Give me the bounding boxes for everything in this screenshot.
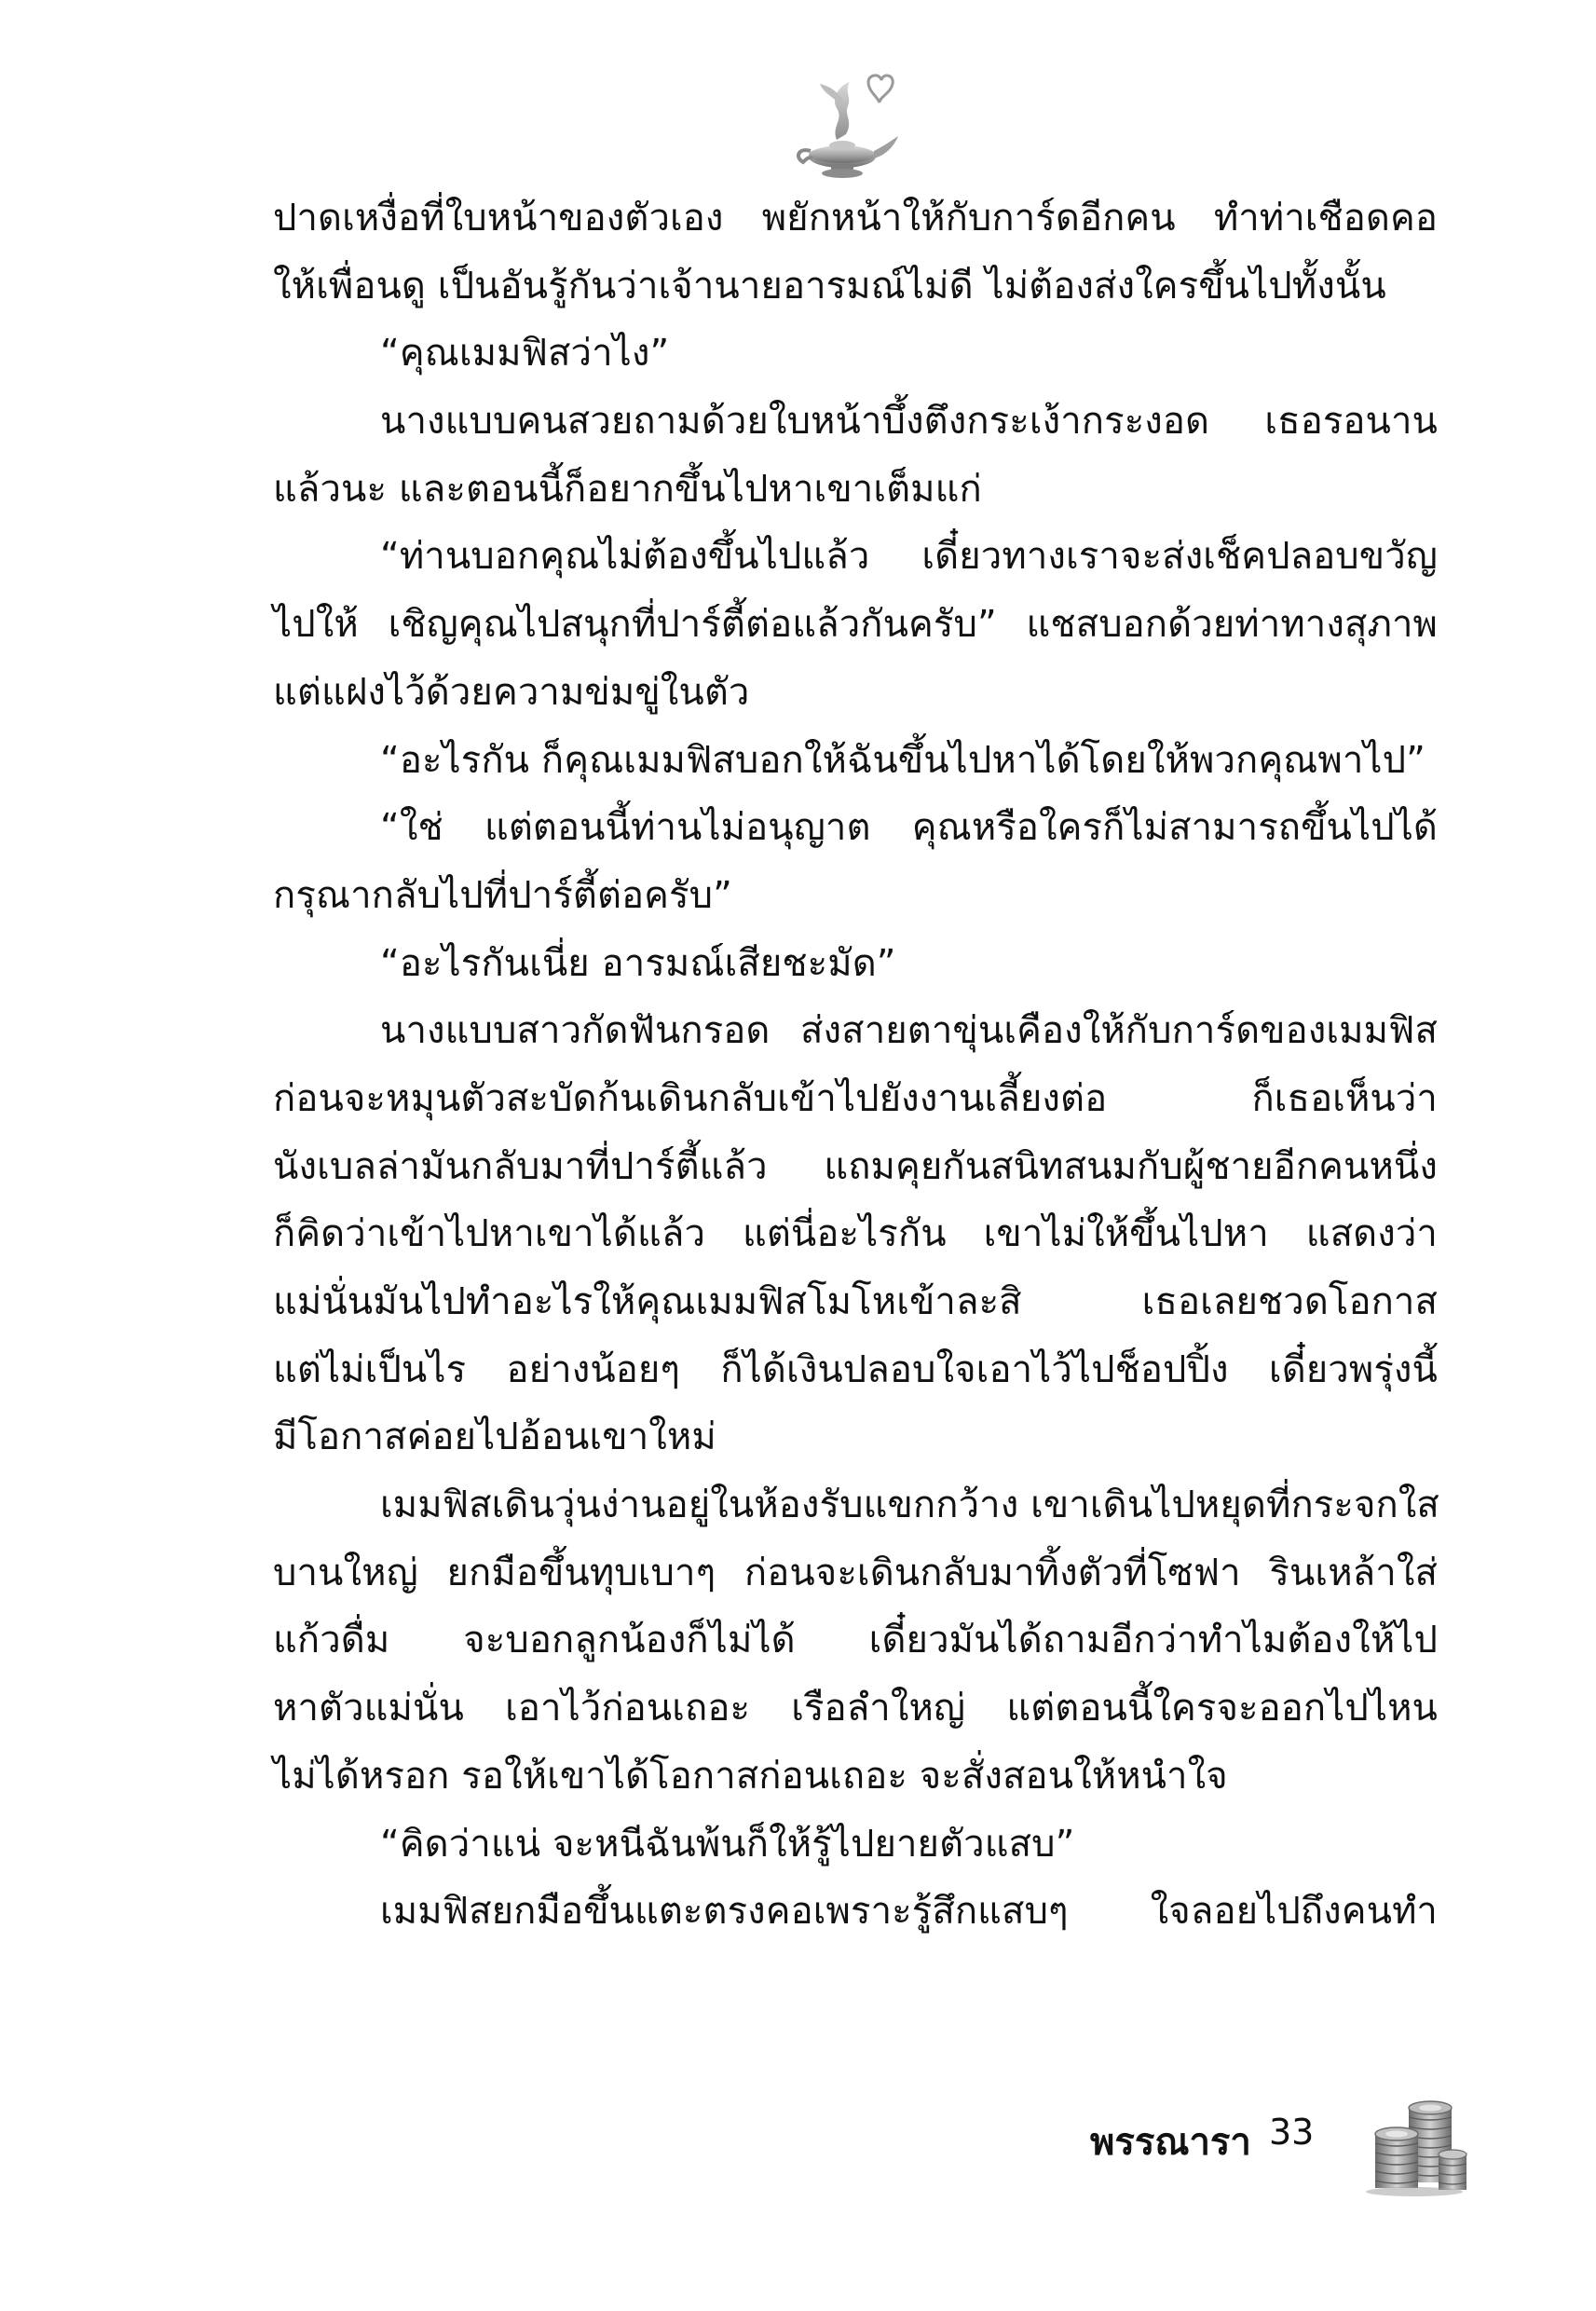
text-line: “อะไรกันเนี่ย อารมณ์เสียชะมัด”: [380, 941, 896, 985]
paragraph: [273, 794, 1438, 929]
page-footer: [1062, 2087, 1453, 2199]
text-line: ให้เพื่อนดู เป็นอันรู้กันว่าเจ้านายอารมณ์ไม่ดี ไม่ต้องส่งใครขึ้นไปทั้งนั้น: [273, 264, 1386, 308]
text-line: “คิดว่าแน่ จะหนีฉันพ้นก็ให้รู้ไปยายตัวแสบ”: [380, 1822, 1075, 1866]
text-line: นางแบบสาวกัดฟันกรอด ส่งสายตาขุ่นเคืองให้กับการ์ดของเมมฟิส: [380, 1009, 1438, 1053]
poker-chips-icon: [1358, 2087, 1470, 2199]
text-line: มีโอกาสค่อยไปอ้อนเขาใหม่: [273, 1415, 716, 1459]
text-line: “อะไรกัน ก็คุณเมมฟิสบอกให้ฉันขึ้นไปหาได้โดยให้พวกคุณพาไป”: [380, 738, 1425, 782]
paragraph: [273, 1471, 1438, 1810]
text-line: ก่อนจะหมุนตัวสะบัดก้นเดินกลับเข้าไปยังงานเลี้ยงต่อ ก็เธอเห็นว่า: [273, 1076, 1438, 1120]
paragraph: [273, 997, 1438, 1471]
text-line: เมมฟิสยกมือขึ้นแตะตรงคอเพราะรู้สึกแสบๆ ใจลอยไปถึงคนทำ: [380, 1890, 1438, 1934]
text-line: ก็คิดว่าเข้าไปหาเขาได้แล้ว แต่นี่อะไรกัน เขาไม่ให้ขึ้นไปหา แสดงว่า: [273, 1212, 1438, 1256]
text-line: แล้วนะ และตอนนี้ก็อยากขึ้นไปหาเขาเต็มแก่: [273, 467, 982, 511]
text-line: “ท่านบอกคุณไม่ต้องขึ้นไปแล้ว เดี๋ยวทางเราจะส่งเช็คปลอบขวัญ: [380, 535, 1438, 579]
paragraph: [273, 320, 1438, 388]
text-line: กรุณากลับไปที่ปาร์ตี้ต่อครับ”: [273, 873, 732, 917]
text-line: แม่นั่นมันไปทำอะไรให้คุณเมมฟิสโมโหเข้าละสิ เธอเลยชวดโอกาส: [273, 1280, 1438, 1323]
text-line: หาตัวแม่นั่น เอาไว้ก่อนเถอะ เรือลำใหญ่ แต่ตอนนี้ใครจะออกไปไหน: [273, 1687, 1438, 1730]
paragraph: [273, 930, 1438, 998]
text-line: ปาดเหงื่อที่ใบหน้าของตัวเอง พยักหน้าให้กับการ์ดอีกคน ทำท่าเชือดคอ: [273, 197, 1438, 239]
body-text: [273, 185, 1438, 1946]
text-line: ไม่ได้หรอก รอให้เขาได้โอกาสก่อนเถอะ จะสั่งสอนให้หนำใจ: [273, 1754, 1228, 1798]
book-title: พรรณารา: [1090, 2121, 1251, 2164]
paragraph: [273, 727, 1438, 795]
text-line: บานใหญ่ ยกมือขึ้นทุบเบาๆ ก่อนจะเดินกลับมาทิ้งตัวที่โซฟา รินเหล้าใส่: [273, 1551, 1438, 1594]
text-line: แต่แฝงไว้ด้วยความข่มขู่ในตัว: [273, 670, 750, 714]
text-line: ไปให้ เชิญคุณไปสนุกที่ปาร์ตี้ต่อแล้วกันครับ” แชสบอกด้วยท่าทางสุภาพ: [273, 603, 1438, 647]
text-line: นังเบลล่ามันกลับมาที่ปาร์ตี้แล้ว แถมคุยกันสนิทสนมกับผู้ชายอีกคนหนึ่ง: [273, 1144, 1438, 1188]
page-number: 33: [1269, 2112, 1315, 2153]
text-line: แก้วดื่ม จะบอกลูกน้องก็ไม่ได้ เดี๋ยวมันได้ถามอีกว่าทำไมต้องให้ไป: [273, 1619, 1438, 1662]
paragraph: [273, 1811, 1438, 1879]
text-line: “ใช่ แต่ตอนนี้ท่านไม่อนุญาต คุณหรือใครก็ไม่สามารถขึ้นไปได้: [380, 806, 1438, 850]
text-line: นางแบบคนสวยถามด้วยใบหน้าบึ้งตึงกระเง้ากระงอด เธอรอนาน: [380, 400, 1438, 444]
paragraph: [273, 523, 1438, 726]
paragraph: [273, 185, 1438, 320]
paragraph: [273, 388, 1438, 523]
text-line: เมมฟิสเดินวุ่นง่านอยู่ในห้องรับแขกกว้าง เขาเดินไปหยุดที่กระจกใส: [380, 1484, 1439, 1527]
genie-lamp-icon: [783, 65, 904, 186]
text-line: แต่ไม่เป็นไร อย่างน้อยๆ ก็ได้เงินปลอบใจเอาไว้ไปช็อปปิ้ง เดี๋ยวพรุ่งนี้: [273, 1347, 1438, 1391]
paragraph: [273, 1878, 1438, 1946]
text-line: “คุณเมมฟิสว่าไง”: [380, 332, 670, 376]
